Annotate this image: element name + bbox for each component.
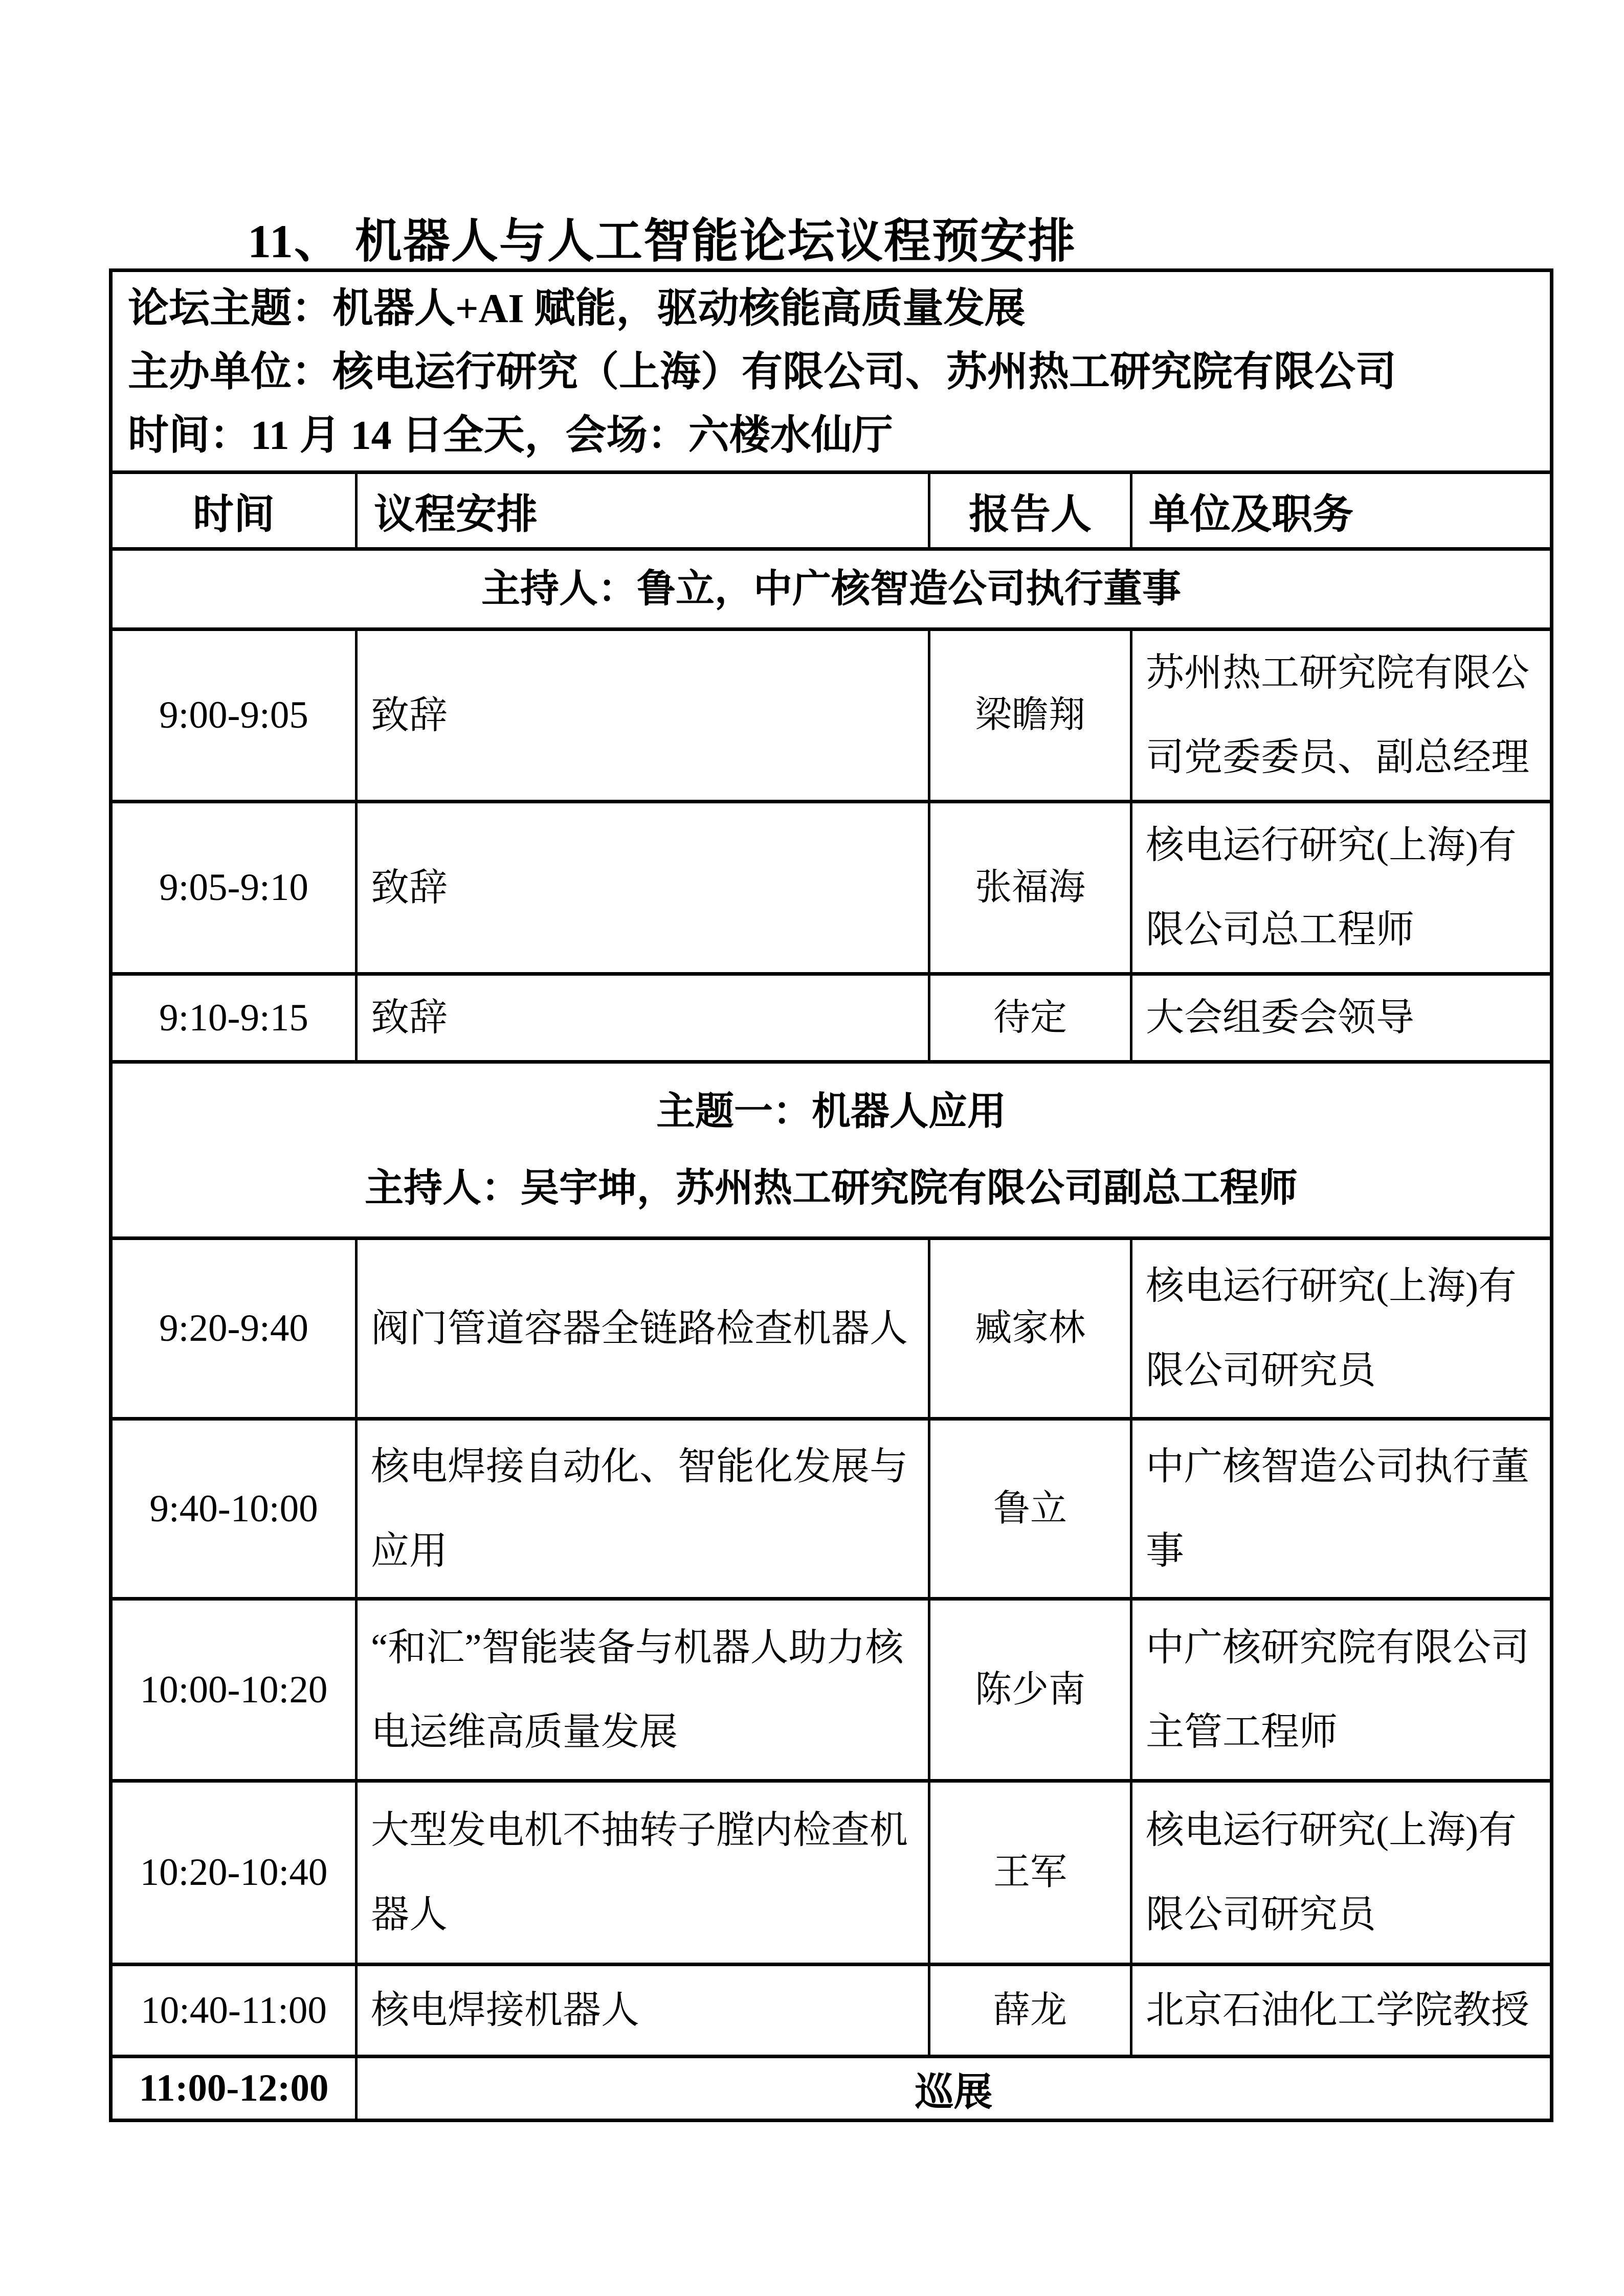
speaker-cell: 陈少南 bbox=[929, 1599, 1131, 1781]
agenda-cell: 阀门管道容器全链路检查机器人 bbox=[357, 1239, 929, 1419]
col-header-speaker: 报告人 bbox=[929, 472, 1131, 549]
org-cell: 大会组委会领导 bbox=[1131, 974, 1552, 1062]
col-header-agenda: 议程安排 bbox=[357, 472, 929, 549]
speaker-cell: 梁瞻翔 bbox=[929, 629, 1131, 802]
time-cell: 9:20-9:40 bbox=[111, 1239, 357, 1419]
table-row bbox=[111, 974, 1552, 1062]
section-title: 主题一：机器人应用 bbox=[656, 1090, 1006, 1133]
table-row bbox=[111, 1239, 1552, 1419]
time-cell: 9:00-9:05 bbox=[111, 629, 357, 802]
time-cell: 10:40-11:00 bbox=[111, 1965, 357, 2057]
org-cell: 北京石油化工学院教授 bbox=[1131, 1965, 1552, 2057]
col-header-org: 单位及职务 bbox=[1131, 472, 1552, 549]
speaker-cell: 鲁立 bbox=[929, 1419, 1131, 1599]
agenda-cell: 致辞 bbox=[357, 802, 929, 974]
time-cell: 9:40-10:00 bbox=[111, 1419, 357, 1599]
table-row bbox=[111, 802, 1552, 974]
section-header-cell bbox=[111, 1062, 1552, 1239]
col-header-time: 时间 bbox=[111, 472, 357, 549]
table-row bbox=[111, 1781, 1552, 1965]
moderator-row bbox=[111, 549, 1552, 629]
agenda-cell: 大型发电机不抽转子膛内检查机器人 bbox=[357, 1781, 929, 1965]
moderator-cell: 主持人：鲁立，中广核智造公司执行董事 bbox=[111, 549, 1552, 629]
agenda-cell: “和汇”智能装备与机器人助力核电运维高质量发展 bbox=[357, 1599, 929, 1781]
speaker-cell: 王军 bbox=[929, 1781, 1131, 1965]
org-cell: 苏州热工研究院有限公司党委委员、副总经理 bbox=[1131, 629, 1552, 802]
agenda-cell: 核电焊接自动化、智能化发展与应用 bbox=[357, 1419, 929, 1599]
table-row bbox=[111, 1419, 1552, 1599]
agenda-cell: 致辞 bbox=[357, 974, 929, 1062]
time-cell: 11:00-12:00 bbox=[111, 2057, 357, 2121]
section-moderator: 主持人：吴宇坤，苏州热工研究院有限公司副总工程师 bbox=[365, 1167, 1298, 1210]
table-row bbox=[111, 1599, 1552, 1781]
forum-info-row bbox=[111, 271, 1552, 472]
speaker-cell: 待定 bbox=[929, 974, 1131, 1062]
agenda-cell: 致辞 bbox=[357, 629, 929, 802]
agenda-table bbox=[109, 268, 1553, 2122]
org-cell: 中广核研究院有限公司主管工程师 bbox=[1131, 1599, 1552, 1781]
time-cell: 9:10-9:15 bbox=[111, 974, 357, 1062]
forum-organizer-line: 主办单位：核电运行研究（上海）有限公司、苏州热工研究院有限公司 bbox=[128, 350, 1396, 395]
column-header-row bbox=[111, 472, 1552, 549]
time-cell: 10:00-10:20 bbox=[111, 1599, 357, 1781]
tour-row bbox=[111, 2057, 1552, 2121]
section-header-row bbox=[111, 1062, 1552, 1239]
tour-cell: 巡展 bbox=[357, 2057, 1552, 2121]
time-cell: 10:20-10:40 bbox=[111, 1781, 357, 1965]
page-title: 11、 机器人与人工智能论坛议程预安排 bbox=[248, 215, 1076, 267]
time-cell: 9:05-9:10 bbox=[111, 802, 357, 974]
agenda-cell: 核电焊接机器人 bbox=[357, 1965, 929, 2057]
speaker-cell: 张福海 bbox=[929, 802, 1131, 974]
table-row bbox=[111, 1965, 1552, 2057]
speaker-cell: 薛龙 bbox=[929, 1965, 1131, 2057]
speaker-cell: 臧家林 bbox=[929, 1239, 1131, 1419]
org-cell: 核电运行研究(上海)有限公司研究员 bbox=[1131, 1239, 1552, 1419]
org-cell: 中广核智造公司执行董事 bbox=[1131, 1419, 1552, 1599]
forum-topic-line: 论坛主题：机器人+AI 赋能，驱动核能高质量发展 bbox=[128, 286, 1026, 331]
forum-time-venue-line: 时间：11 月 14 日全天，会场：六楼水仙厅 bbox=[128, 413, 893, 458]
org-cell: 核电运行研究(上海)有限公司研究员 bbox=[1131, 1781, 1552, 1965]
table-row bbox=[111, 629, 1552, 802]
forum-info-cell bbox=[111, 271, 1552, 472]
org-cell: 核电运行研究(上海)有限公司总工程师 bbox=[1131, 802, 1552, 974]
